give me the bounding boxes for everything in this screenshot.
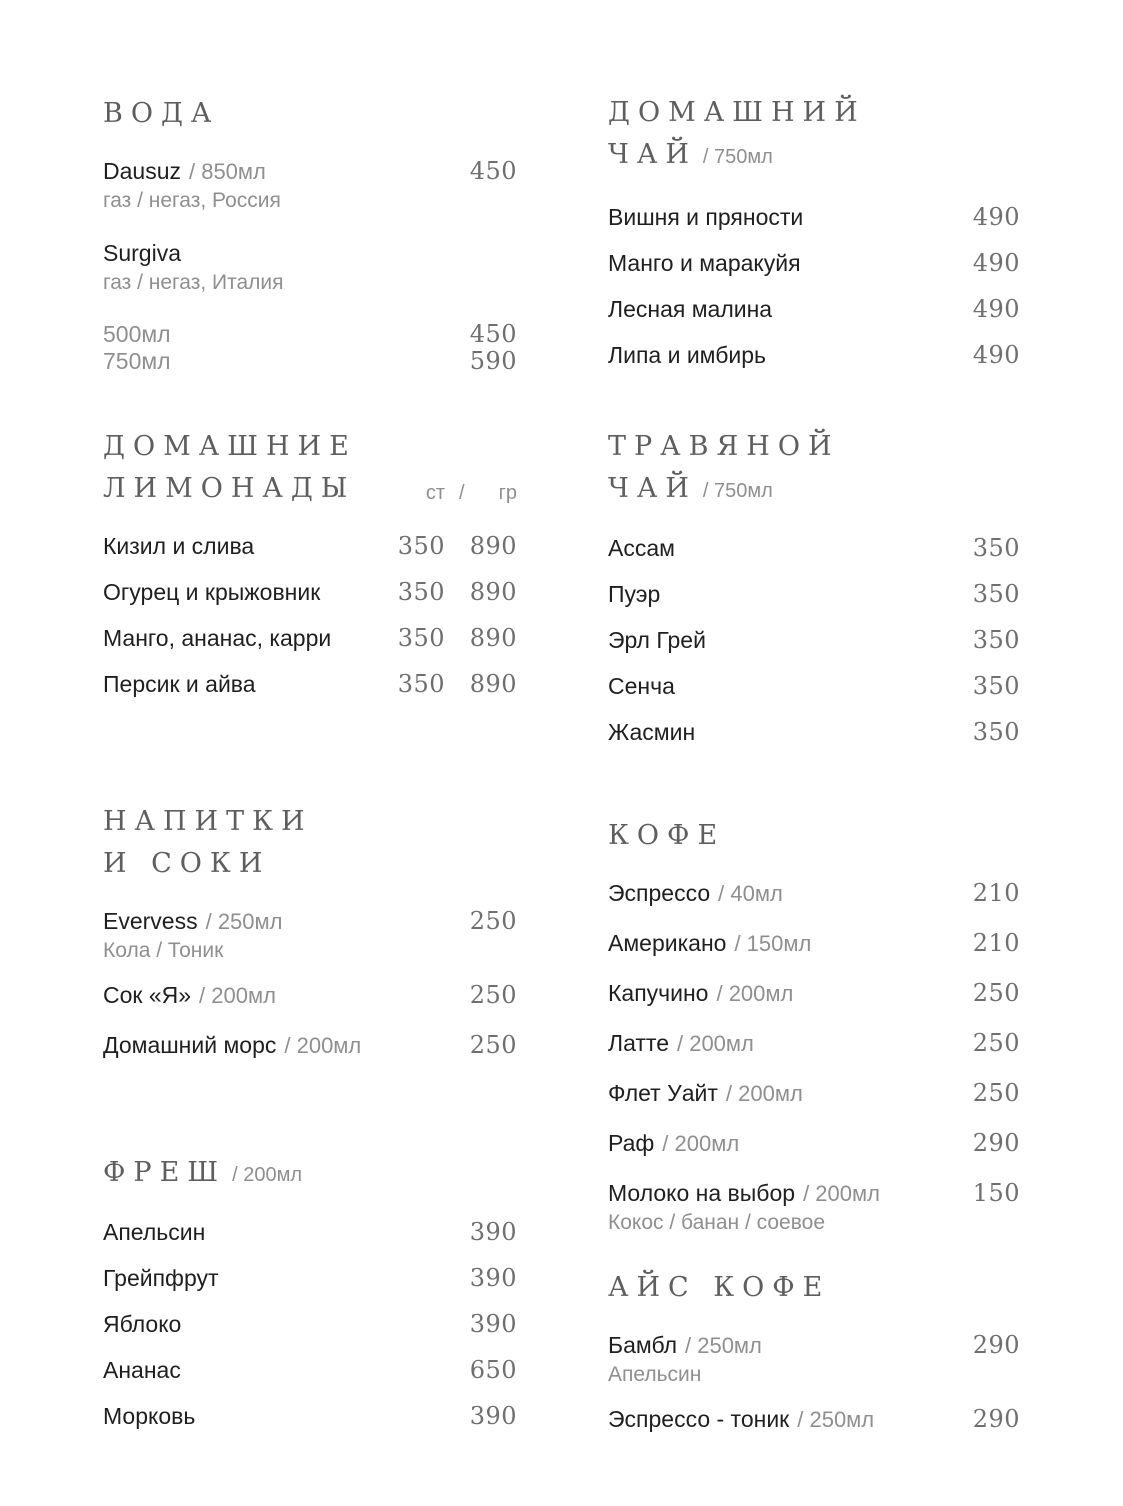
item-name: Манго, ананас, карри: [103, 625, 332, 651]
menu-column-left: [103, 0, 517, 1506]
section-herbal-tea: [608, 426, 1020, 764]
menu-item-assam: [608, 534, 1020, 562]
section-volume: / 200мл: [232, 1164, 303, 1186]
item-price-carafe: 890: [469, 624, 517, 652]
item-name: Surgiva: [103, 240, 181, 266]
item-note: газ / негаз, Россия: [103, 189, 281, 212]
water-size-row: [103, 321, 517, 348]
item-price: 490: [972, 341, 1020, 369]
item-volume: / 200мл: [725, 1081, 803, 1106]
item-name: Раф: [608, 1130, 655, 1156]
menu-item-domashniy-mors: [103, 1031, 517, 1063]
item-name: Яблоко: [103, 1311, 182, 1337]
item-volume: / 200мл: [716, 981, 794, 1006]
item-price: 350: [972, 534, 1020, 562]
menu-item-apelsin: [103, 1218, 517, 1246]
item-price: 290: [972, 1405, 1020, 1433]
menu-item-lipa-imbir: [608, 341, 1020, 369]
item-name: Манго и маракуйя: [608, 250, 801, 276]
item-name: Сенча: [608, 673, 675, 699]
item-price-glass: 350: [397, 578, 445, 606]
item-name: Латте: [608, 1030, 669, 1056]
menu-item-sencha: [608, 672, 1020, 700]
item-volume: / 850мл: [188, 159, 266, 184]
menu-item-morkov: [103, 1402, 517, 1430]
menu-item-espresso-tonic: [608, 1405, 1020, 1437]
item-name: Эспрессо - тоник: [608, 1406, 790, 1432]
item-price: 390: [469, 1310, 517, 1338]
size-label: 500мл: [103, 321, 171, 347]
column-label-glass: ст: [425, 482, 445, 504]
column-label-carafe: / гр: [459, 482, 517, 504]
item-name: Сок «Я»: [103, 982, 192, 1008]
item-name: Бамбл: [608, 1332, 677, 1358]
item-name: Кизил и слива: [103, 533, 255, 559]
item-price: 290: [972, 1331, 1020, 1359]
section-ice-coffee: [608, 1267, 1020, 1455]
column-separator: /: [459, 482, 465, 504]
item-price: 590: [469, 347, 517, 375]
section-fresh-title: ФРЕШ / 200мл: [103, 1157, 303, 1188]
section-drinks-juices-title: НАПИТКИ И СОКИ: [103, 806, 313, 879]
item-price: 350: [972, 580, 1020, 608]
item-price: 490: [972, 203, 1020, 231]
section-lemonades-title: ДОМАШНИЕ ЛИМОНАДЫ: [103, 431, 357, 504]
item-volume: / 250мл: [797, 1407, 875, 1432]
lemonades-header: [103, 426, 517, 510]
item-price: 150: [972, 1179, 1020, 1207]
item-volume: / 150мл: [734, 931, 812, 956]
item-name: Dausuz: [103, 158, 181, 184]
item-price: 250: [972, 1029, 1020, 1057]
menu-item-zhasmin: [608, 718, 1020, 746]
item-volume: / 200мл: [284, 1033, 362, 1058]
water-items: [103, 157, 517, 375]
item-volume: / 250мл: [205, 909, 283, 934]
item-price: 210: [972, 879, 1020, 907]
menu-item-raf: [608, 1129, 1020, 1161]
item-volume: / 200мл: [803, 1181, 880, 1206]
section-volume: / 750мл: [702, 146, 773, 168]
item-price: 250: [469, 981, 517, 1009]
item-name: Огурец и крыжовник: [103, 579, 321, 605]
item-note: Кола / Тоник: [103, 939, 224, 962]
item-price: 490: [972, 249, 1020, 277]
item-name: Жасмин: [608, 719, 696, 745]
menu-item-cappuccino: [608, 979, 1020, 1011]
item-price-glass: 350: [397, 532, 445, 560]
item-name: Американо: [608, 930, 727, 956]
water-size-options: [103, 321, 517, 375]
section-coffee: [608, 815, 1020, 1253]
water-size-row: [103, 348, 517, 375]
item-volume: / 40мл: [718, 881, 783, 906]
item-price: 250: [972, 979, 1020, 1007]
item-price-carafe: 890: [469, 670, 517, 698]
ice-coffee-items: [608, 1331, 1020, 1437]
menu-item-bumble: [608, 1331, 1020, 1387]
house-tea-items: [608, 203, 1020, 369]
menu-item-sok-ya: [103, 981, 517, 1013]
size-label: 750мл: [103, 348, 171, 374]
item-name: Персик и айва: [103, 671, 256, 697]
juice-items: [103, 907, 517, 1063]
item-name: Капучино: [608, 980, 709, 1006]
menu-item-latte: [608, 1029, 1020, 1061]
menu-item-vishnya-pryanosti: [608, 203, 1020, 231]
item-price: 250: [469, 1031, 517, 1059]
item-price: 250: [972, 1079, 1020, 1107]
item-volume: / 200мл: [662, 1131, 740, 1156]
menu-item-greypfrut: [103, 1264, 517, 1292]
item-price-glass: 350: [397, 624, 445, 652]
menu-item-surgiva: [103, 239, 517, 295]
menu-item-lesnaya-malina: [608, 295, 1020, 323]
menu-column-right: [608, 0, 1020, 1506]
menu-item-mango-ananas-karri: [103, 624, 517, 652]
item-name: Эспрессо: [608, 880, 711, 906]
item-name: Лесная малина: [608, 296, 773, 322]
item-price-glass: 350: [397, 670, 445, 698]
coffee-items: [608, 879, 1020, 1235]
menu-item-ogurec-kryzhovnik: [103, 578, 517, 606]
item-name: Пуэр: [608, 581, 661, 607]
menu-item-espresso: [608, 879, 1020, 911]
item-name: Эрл Грей: [608, 627, 706, 653]
lemonade-items: [103, 532, 517, 698]
item-note: Апельсин: [608, 1363, 702, 1386]
section-lemonades: [103, 426, 517, 716]
item-price: 450: [469, 320, 517, 348]
item-name: Липа и имбирь: [608, 342, 767, 368]
section-herbal-tea-title: ТРАВЯНОЙ ЧАЙ / 750мл: [608, 431, 840, 504]
item-price: 350: [972, 718, 1020, 746]
item-price: 390: [469, 1402, 517, 1430]
item-name: Морковь: [103, 1403, 196, 1429]
item-name: Молоко на выбор: [608, 1180, 796, 1206]
item-note: газ / негаз, Италия: [103, 271, 284, 294]
menu-item-evervess: [103, 907, 517, 963]
menu-item-kizil-sliva: [103, 532, 517, 560]
item-name: Evervess: [103, 908, 198, 934]
section-fresh: [103, 1152, 517, 1448]
section-volume: / 750мл: [702, 480, 773, 502]
item-price: 490: [972, 295, 1020, 323]
section-water: [103, 93, 517, 375]
item-price: 350: [972, 672, 1020, 700]
fresh-items: [103, 1218, 517, 1430]
section-house-tea-title: ДОМАШНИЙ ЧАЙ / 750мл: [608, 97, 866, 170]
item-name: Грейпфрут: [103, 1265, 219, 1291]
item-name: Ананас: [103, 1357, 181, 1383]
item-price: 350: [972, 626, 1020, 654]
menu-item-ananas: [103, 1356, 517, 1384]
menu-item-persik-ayva: [103, 670, 517, 698]
item-price-carafe: 890: [469, 532, 517, 560]
item-name: Домашний морс: [103, 1032, 277, 1058]
item-price: 450: [469, 157, 517, 185]
menu-item-americano: [608, 929, 1020, 961]
section-water-title: ВОДА: [103, 98, 220, 129]
section-drinks-juices: [103, 801, 517, 1081]
item-price: 250: [469, 907, 517, 935]
item-price: 650: [469, 1356, 517, 1384]
menu-item-milk-choice: [608, 1179, 1020, 1235]
menu-item-mango-marakuya: [608, 249, 1020, 277]
herbal-tea-items: [608, 534, 1020, 746]
section-house-tea: [608, 92, 1020, 387]
menu-item-puer: [608, 580, 1020, 608]
item-price: 210: [972, 929, 1020, 957]
item-price-carafe: 890: [469, 578, 517, 606]
item-name: Флет Уайт: [608, 1080, 718, 1106]
item-note: Кокос / банан / соевое: [608, 1211, 825, 1234]
item-volume: / 200мл: [676, 1031, 754, 1056]
section-coffee-title: КОФЕ: [608, 820, 726, 851]
section-ice-coffee-title: АЙС КОФЕ: [608, 1272, 831, 1303]
item-price: 390: [469, 1218, 517, 1246]
item-volume: / 200мл: [199, 983, 276, 1008]
item-price: 290: [972, 1129, 1020, 1157]
menu-item-dausuz: [103, 157, 517, 213]
menu-item-yabloko: [103, 1310, 517, 1338]
menu-item-erl-grey: [608, 626, 1020, 654]
item-price: 390: [469, 1264, 517, 1292]
item-volume: / 250мл: [685, 1333, 762, 1358]
item-name: Апельсин: [103, 1219, 206, 1245]
menu-item-flat-white: [608, 1079, 1020, 1111]
item-name: Вишня и пряности: [608, 204, 804, 230]
item-name: Ассам: [608, 535, 675, 561]
